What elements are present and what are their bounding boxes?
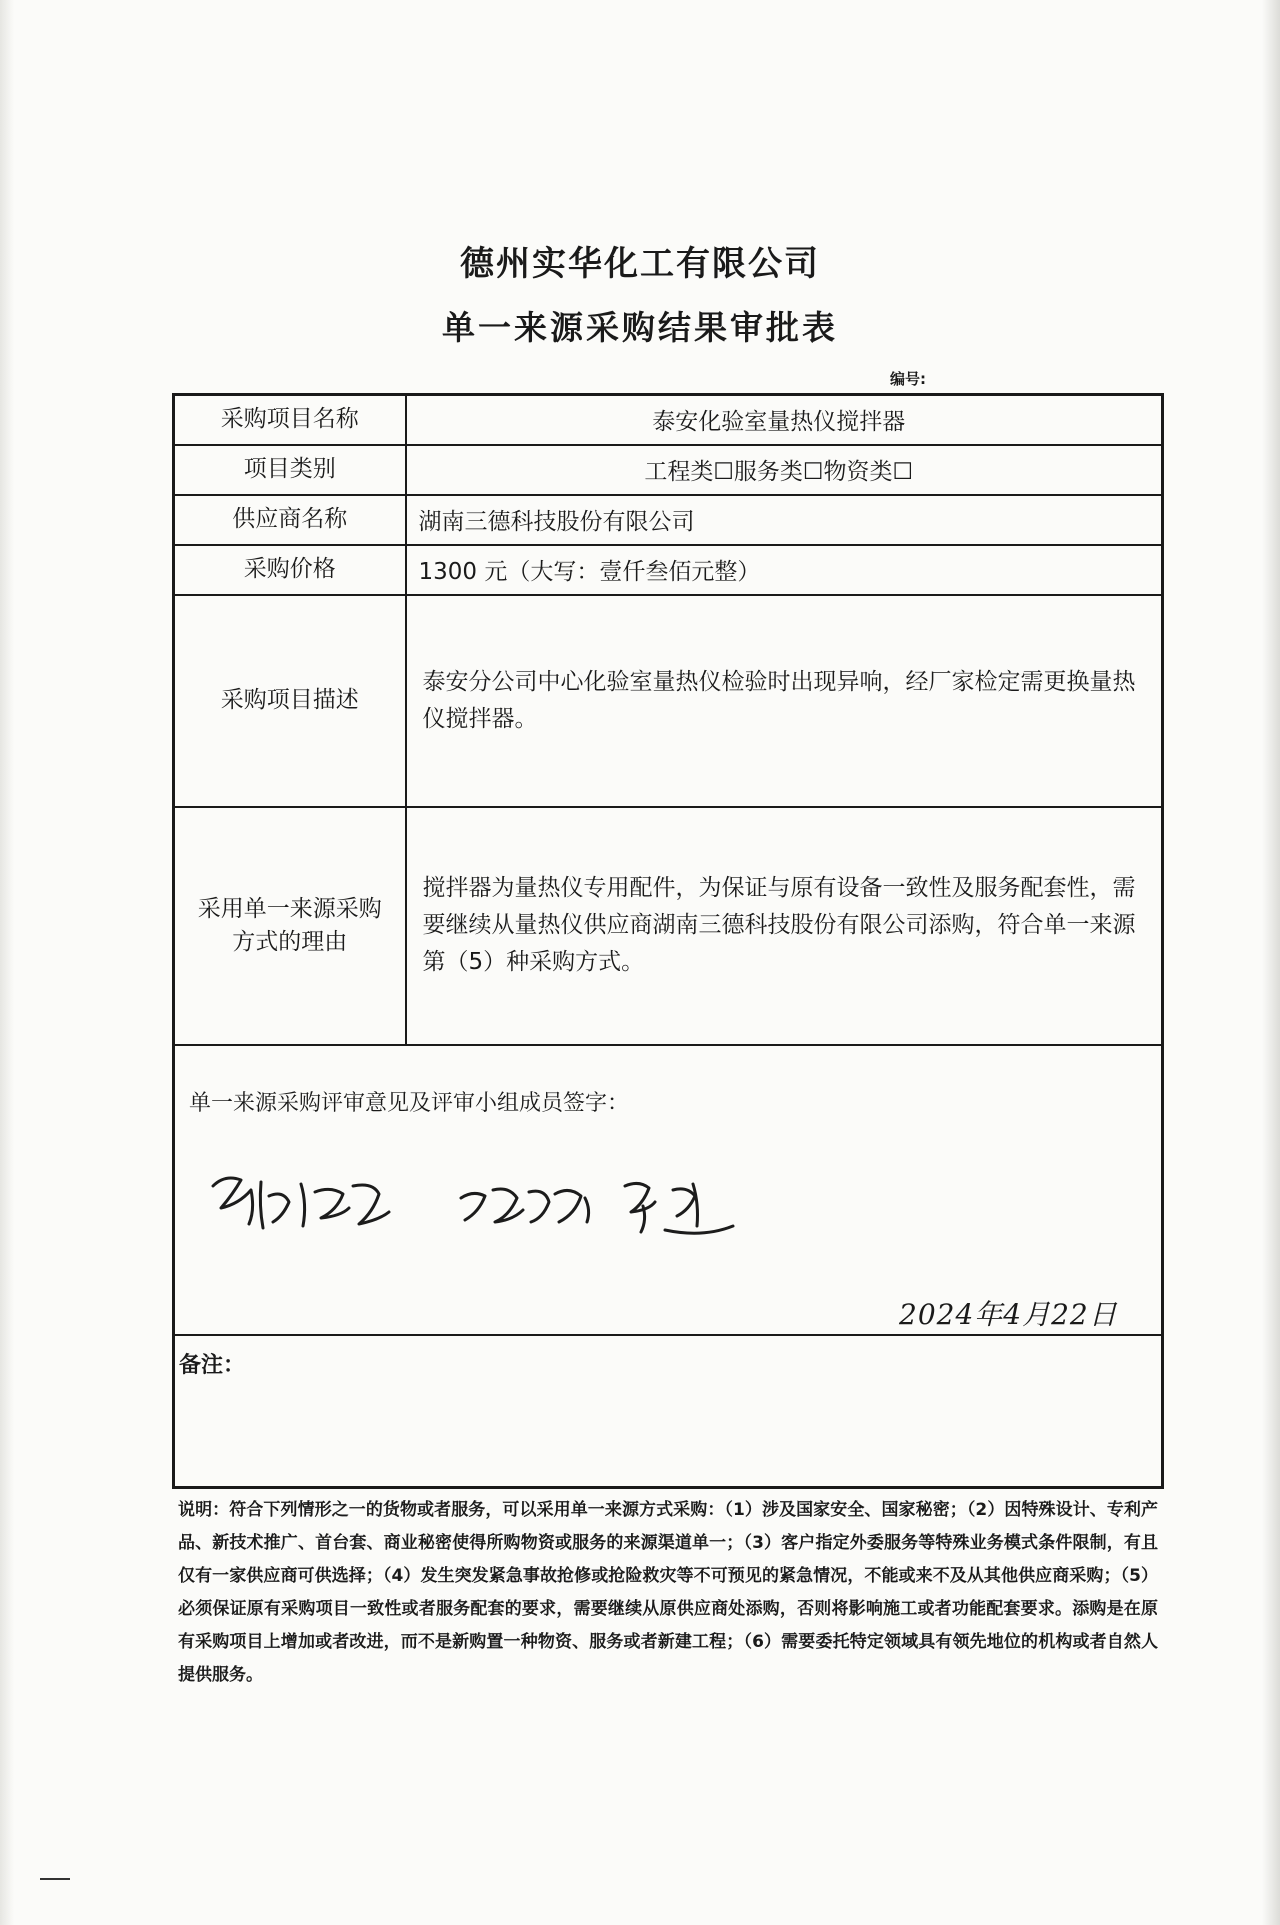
signatures-handwritten xyxy=(203,1146,803,1256)
project-name-value: 泰安化验室量热仪搅拌器 xyxy=(406,395,1163,445)
remarks-cell xyxy=(174,1335,1163,1488)
project-type-label: 项目类别 xyxy=(174,445,406,495)
row-reason xyxy=(174,807,1163,1045)
company-name: 德州实华化工有限公司 xyxy=(460,244,820,284)
project-name-label: 采购项目名称 xyxy=(174,395,406,445)
remarks-label: 备注： xyxy=(179,1352,246,1378)
row-review xyxy=(174,1045,1163,1335)
row-remarks xyxy=(174,1335,1163,1488)
description-value: 泰安分公司中心化验室量热仪检验时出现异响，经厂家检定需更换量热仪搅拌器。 xyxy=(422,668,1136,732)
reason-label xyxy=(174,807,406,1045)
reason-value: 搅拌器为量热仪专用配件，为保证与原有设备一致性及服务配套性，需要继续从量热仪供应商湖南三德科技股份有限公司添购，符合单一来源第（5）种采购方式。 xyxy=(422,875,1136,975)
review-cell xyxy=(174,1045,1163,1335)
page-shadow-left xyxy=(0,0,14,1925)
row-description xyxy=(174,595,1163,807)
row-price xyxy=(174,545,1163,595)
form-number-label: 编号: xyxy=(890,370,926,388)
page-shadow-right xyxy=(1262,0,1280,1925)
price-label: 采购价格 xyxy=(174,545,406,595)
approval-form-table xyxy=(172,393,1164,1489)
row-supplier xyxy=(174,495,1163,545)
review-label: 单一来源采购评审意见及评审小组成员签字： xyxy=(189,1090,630,1116)
review-date: 2024年4月22日 xyxy=(899,1297,1118,1331)
row-project-name xyxy=(174,395,1163,445)
supplier-label: 供应商名称 xyxy=(174,495,406,545)
supplier-value: 湖南三德科技股份有限公司 xyxy=(406,495,1163,545)
form-title: 单一来源采购结果审批表 xyxy=(442,308,838,347)
reason-cell xyxy=(406,807,1163,1045)
project-type-value: 工程类☐服务类☐物资类☐ xyxy=(406,445,1163,495)
description-cell xyxy=(406,595,1163,807)
reason-label-text: 采用单一来源采购方式的理由 xyxy=(197,895,382,955)
price-value: 1300 元（大写：壹仟叁佰元整） xyxy=(406,545,1163,595)
scan-mark xyxy=(40,1878,70,1880)
explanatory-note: 说明：符合下列情形之一的货物或者服务，可以采用单一来源方式采购：（1）涉及国家安全、国家秘密；（2）因特殊设计、专利产品、新技术推广、首台套、商业秘密使得所购物资或服务的来源渠道单一；（3）客户指定外委服务等特殊业务模式条件限制，有且仅有一家供应商可供选择；（4）发生突发紧急事故抢修或抢险救灾等不可预见的紧急情况，不能或来不及从其他供应商采购；（5）必须保证原有采购项目一致性或者服务配套的要求，需要继续从原供应商处添购，否则将影响施工或者功能配套要求。添购是在原有采购项目上增加或者改进，而不是新购置一种物资、服务或者新建工程；（6）需要委托特定领域具有领先地位的机构或者自然人提供服务。 xyxy=(178,1500,1158,1685)
description-label: 采购项目描述 xyxy=(174,595,406,807)
row-project-type xyxy=(174,445,1163,495)
